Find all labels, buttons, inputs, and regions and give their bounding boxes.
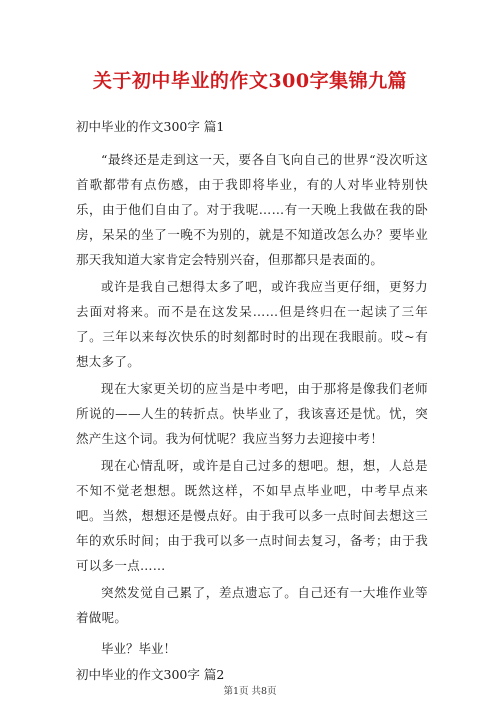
closing-line: 毕业？毕业！ [101,641,177,656]
paragraph-1: “最终还是走到这一天，要各自飞向自己的世界“没次听这首歌都带有点伤感，由于我即将毕业，有的人对毕业特别快乐，由于他们自由了。对于我呢……有一天晚上我做在我的卧房，呆呆的坐了一晚不为别的，就是不知道改怎么办？要毕业那天我知道大家肯定会特别兴奋，但那都只是表面的。 [76,152,428,267]
paragraph-4: 现在心情乱呀，或许是自己过多的想吧。想，想，人总是不知不觉老想想。既然这样，不如早点毕业吧，中考早点来吧。当然，想想还是慢点好。由于我可以多一点时间去想这三年的欢乐时间；由于我可以多一点时间去复习，备考；由于我可以多一点…… [76,458,428,573]
document-body [76,117,428,695]
paragraph-5: 突然发觉自己累了，差点遗忘了。自己还有一大堆作业等着做呢。 [76,585,428,625]
paragraph-3: 现在大家更关切的应当是中考吧，由于那将是像我们老师所说的——人生的转折点。快毕业了，我该喜还是忧。忧，突然产生这个词。我为何忧呢？我应当努力去迎接中考！ [76,381,428,446]
section-heading-1: 初中毕业的作文300字 篇1 [76,119,225,134]
section-heading-2: 初中毕业的作文300字 篇2 [76,667,225,682]
document-title: 关于初中毕业的作文300字集锦九篇 [92,70,408,92]
page-footer: 第1页 共8页 [223,686,277,697]
paragraph-2: 或许是我自己想得太多了吧，或许我应当更仔细，更努力去面对将来。而不是在这发呆……但是终归在一起读了三年了。三年以来每次快乐的时刻都时时的出现在我眼前。哎~有想太多了。 [76,279,428,369]
